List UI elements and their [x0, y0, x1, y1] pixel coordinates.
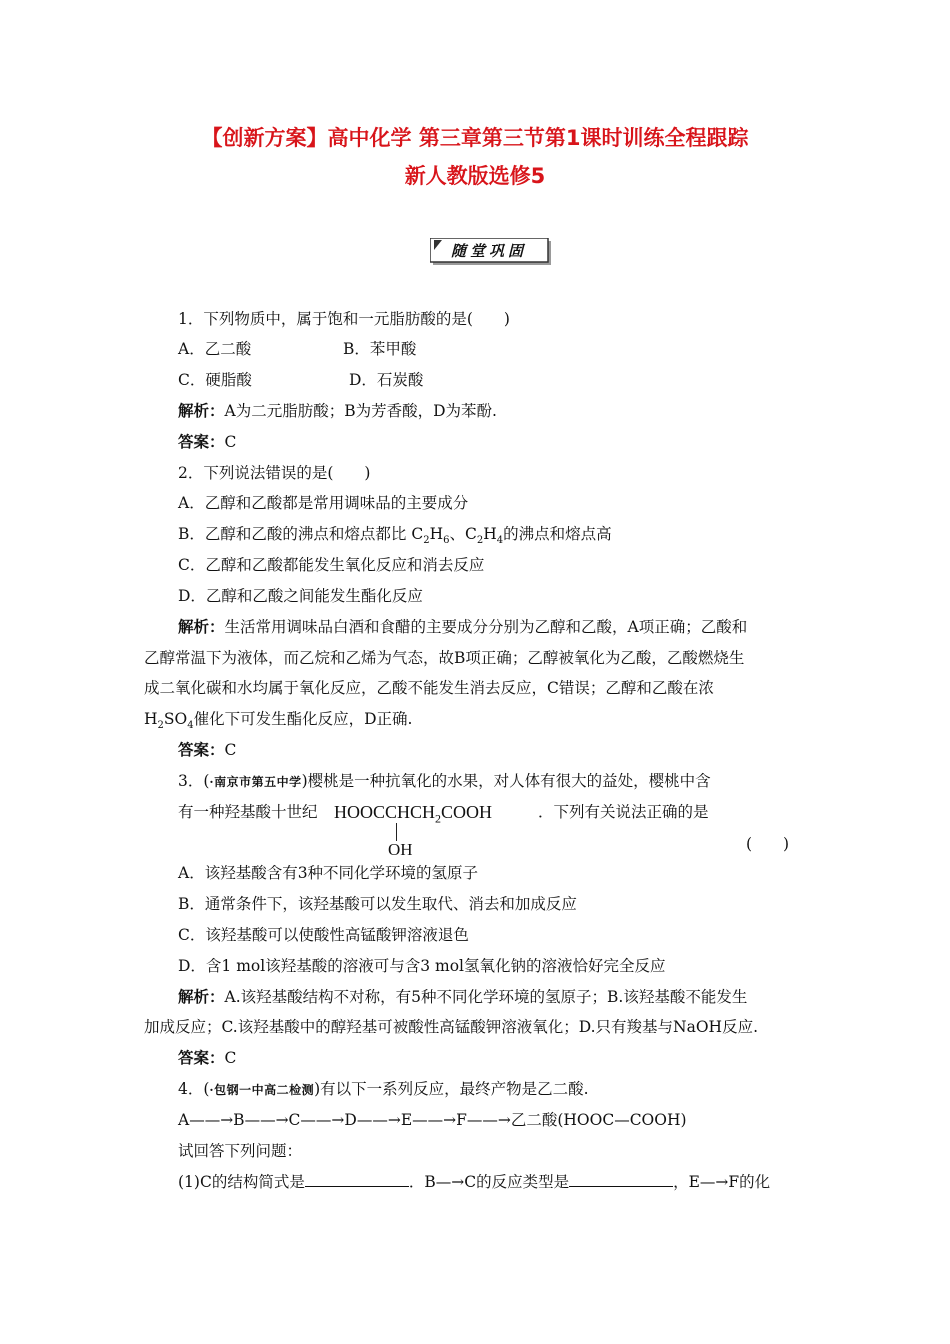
document-title-line1: 【创新方案】高中化学 第三章第三节第1课时训练全程跟踪: [201, 126, 749, 150]
q3-source: ·南京市第五中学: [209, 775, 302, 789]
q2-stem: 2．下列说法错误的是( ): [178, 464, 371, 482]
q1-option-c: C．硬脂酸: [178, 371, 252, 389]
q1-answer-value: C: [224, 433, 237, 451]
q2-option-b-text: B．乙醇和乙酸的沸点和熔点都比 C: [178, 525, 424, 543]
q2-analysis-line4: $H_2SO_4$催化下可发生酯化反应，D正确.: [144, 710, 413, 732]
q3-answer: [178, 1048, 236, 1068]
q2-answer: [178, 740, 236, 760]
q2-analysis-label: 解析：: [178, 617, 225, 636]
q2-option-b-h: H: [429, 525, 444, 543]
q3-formula-tail: COOH: [441, 802, 493, 822]
q2-option-b-h2: H: [483, 525, 497, 543]
q4-number: 4．(: [178, 1080, 210, 1098]
q1-option-a: A．乙二酸: [178, 340, 252, 358]
banner-text: 随堂巩固: [450, 242, 527, 260]
q3-number: 3．(: [178, 772, 210, 790]
q1-analysis-text: A为二元脂肪酸；B为芳香酸，D为苯酚.: [224, 402, 497, 420]
q3-stem-line2-pre: 有一种羟基酸十世纪: [178, 803, 318, 821]
q2-answer-label: 答案：: [178, 740, 225, 759]
q3-analysis-line1: [178, 987, 747, 1007]
q1-option-b: B．苯甲酸: [343, 340, 417, 358]
q4-reaction-chain: A——→B——→C——→D——→E——→F——→乙二酸(HOOC—COOH): [178, 1111, 687, 1129]
q2-analysis-so: SO: [163, 710, 188, 728]
q3-analysis-line2: 加成反应；C.该羟基酸中的醇羟基可被酸性高锰酸钾溶液氧化；D.只有羧基与NaOH反应.: [144, 1018, 758, 1036]
section-banner: [430, 238, 552, 266]
q3-formula-sub: 2: [435, 811, 442, 826]
q3-structural-formula: [334, 802, 492, 827]
q2-analysis-line1: [178, 617, 747, 637]
q1-answer: [178, 432, 236, 452]
q4-sub1-text-a: (1)C的结构简式是: [178, 1173, 305, 1191]
q4-blank-2[interactable]: [569, 1172, 673, 1187]
q3-formula-oh: OH: [388, 840, 413, 859]
q3-stem-line1: [178, 771, 711, 792]
q4-stem: [178, 1079, 589, 1100]
q2-analysis-line3: 成二氧化碳和水均属于氧化反应，乙酸不能发生消去反应，C错误；乙醇和乙酸在浓: [144, 679, 714, 697]
q1-analysis: [178, 401, 497, 421]
q2-answer-value: C: [224, 741, 237, 759]
q4-prompt: 试回答下列问题：: [178, 1142, 303, 1160]
q3-option-d: D．含1 mol该羟基酸的溶液可与含3 mol氢氧化钠的溶液恰好完全反应: [178, 957, 666, 975]
q4-sub1-text-b: ．B—→C的反应类型是: [408, 1173, 570, 1191]
q3-option-b: B．通常条件下，该羟基酸可以发生取代、消去和加成反应: [178, 895, 577, 913]
q2-option-b: B．乙醇和乙酸的沸点和熔点都比 $C_2H_6$、$C_2H_4$的沸点和熔点高: [178, 525, 612, 547]
q3-formula-main: HOOCCHCH: [334, 802, 436, 822]
q2-analysis-text1: 生活常用调味品白酒和食醋的主要成分分别为乙醇和乙酸，A项正确；乙酸和: [224, 618, 748, 636]
q3-stem-line2-post: ．下列有关说法正确的是: [538, 803, 709, 821]
q2-analysis-line2: 乙醇常温下为液体，而乙烷和乙烯为气态，故B项正确；乙醇被氧化为乙酸，乙酸燃烧生: [144, 649, 745, 667]
q2-analysis-text4: 催化下可发生酯化反应，D正确.: [193, 710, 413, 728]
q3-analysis-label: 解析：: [178, 987, 225, 1006]
q1-option-d: D．石炭酸: [349, 371, 424, 389]
q4-blank-1[interactable]: [305, 1172, 409, 1187]
q1-answer-label: 答案：: [178, 432, 225, 451]
q3-option-a: A．该羟基酸含有3种不同化学环境的氢原子: [178, 864, 479, 882]
q4-sub1-text-c: ，E—→F的化: [673, 1173, 771, 1191]
q3-answer-value: C: [224, 1049, 237, 1067]
q1-analysis-label: 解析：: [178, 401, 225, 420]
q3-answer-label: 答案：: [178, 1048, 225, 1067]
q2-option-b-tail: 的沸点和熔点高: [503, 525, 612, 543]
q4-stem-text: )有以下一系列反应，最终产物是乙二酸.: [314, 1080, 589, 1098]
q3-stem-text: )樱桃是一种抗氧化的水果，对人体有很大的益处，樱桃中含: [301, 772, 711, 790]
q3-option-c: C．该羟基酸可以使酸性高锰酸钾溶液退色: [178, 926, 469, 944]
document-title-line2: 新人教版选修5: [404, 164, 546, 188]
q2-option-d: D．乙醇和乙酸之间能发生酯化反应: [178, 587, 423, 605]
q2-option-a: A．乙醇和乙酸都是常用调味品的主要成分: [178, 494, 469, 512]
q1-stem: 1．下列物质中，属于饱和一元脂肪酸的是( ): [178, 310, 510, 328]
q3-answer-paren: ( ): [746, 835, 790, 853]
q2-option-b-c: 、C: [449, 525, 477, 543]
q3-formula-bond: [396, 823, 397, 841]
q4-source: ·包钢一中高二检测: [209, 1083, 315, 1097]
q4-subquestion-1: [178, 1172, 770, 1192]
q3-analysis-text1: A.该羟基酸结构不对称，有5种不同化学环境的氢原子；B.该羟基酸不能发生: [224, 988, 748, 1006]
q2-analysis-h: H: [144, 710, 158, 728]
q2-option-c: C．乙醇和乙酸都能发生氧化反应和消去反应: [178, 556, 485, 574]
